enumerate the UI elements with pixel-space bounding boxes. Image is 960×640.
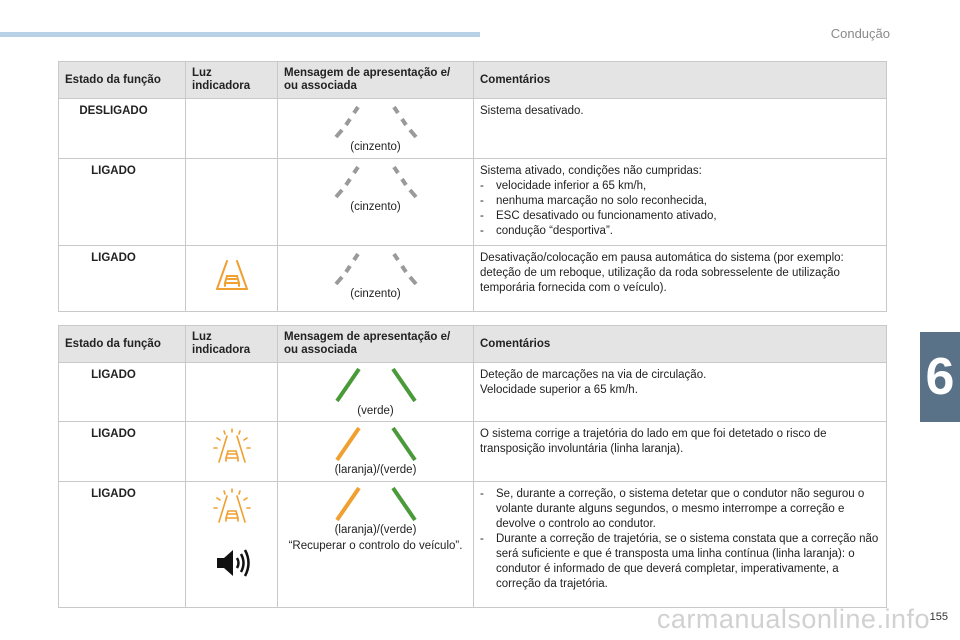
state-cell: DESLIGADO bbox=[59, 99, 186, 159]
comment-list bbox=[480, 487, 880, 592]
lane-color-caption: (cinzento) bbox=[350, 288, 401, 300]
list-item: - condução “desportiva”. bbox=[480, 224, 880, 239]
table-row bbox=[59, 99, 887, 159]
lane-status-table-2 bbox=[58, 325, 887, 608]
condition-list bbox=[480, 179, 880, 239]
light-cell bbox=[186, 99, 278, 159]
state-cell: LIGADO bbox=[59, 159, 186, 246]
comment-line: Velocidade superior a 65 km/h. bbox=[480, 384, 638, 396]
grey-lanes-icon bbox=[326, 250, 426, 286]
comment-cell: O sistema corrige a trajetória do lado em que foi detetado o risco de transposição involuntária (linha laranja). bbox=[474, 422, 887, 482]
message-cell bbox=[278, 482, 474, 608]
comment-intro: Sistema ativado, condições não cumpridas: bbox=[480, 165, 702, 177]
associated-message: “Recuperar o controlo do veículo”. bbox=[288, 540, 463, 552]
lane-color-caption: (laranja)/(verde) bbox=[334, 464, 417, 476]
light-cell bbox=[186, 159, 278, 246]
lane-color-caption: (laranja)/(verde) bbox=[334, 524, 417, 536]
table-header-row bbox=[59, 326, 887, 363]
state-cell: LIGADO bbox=[59, 363, 186, 422]
orange-green-lanes-icon bbox=[326, 426, 426, 462]
list-item: - velocidade inferior a 65 km/h, bbox=[480, 179, 880, 194]
col-header-light: Luz indicadora bbox=[186, 62, 278, 99]
table-row bbox=[59, 363, 887, 422]
lane-status-table-1 bbox=[58, 61, 887, 312]
col-header-state: Estado da função bbox=[59, 326, 186, 363]
comment-cell: Desativação/colocação em pausa automática do sistema (por exemplo: deteção de um reboque, utilização da roda sobresselente de utilização temporária fornecida com o veículo). bbox=[474, 246, 887, 312]
message-cell bbox=[278, 159, 474, 246]
table-header-row bbox=[59, 62, 887, 99]
col-header-comments: Comentários bbox=[474, 62, 887, 99]
speaker-icon bbox=[214, 548, 250, 578]
green-lanes-icon bbox=[326, 367, 426, 403]
lane-color-caption: (verde) bbox=[357, 405, 394, 417]
page-number: 155 bbox=[929, 611, 948, 623]
table-row bbox=[59, 482, 887, 608]
message-cell bbox=[278, 246, 474, 312]
orange-lane-warning-icon bbox=[214, 258, 250, 292]
lane-color-caption: (cinzento) bbox=[350, 201, 401, 213]
light-cell bbox=[186, 246, 278, 312]
watermark: carmanualsonline.info bbox=[656, 604, 930, 634]
orange-lane-active-icon bbox=[212, 488, 252, 528]
light-cell bbox=[186, 482, 278, 608]
state-cell: LIGADO bbox=[59, 246, 186, 312]
state-cell: LIGADO bbox=[59, 482, 186, 608]
comment-cell bbox=[474, 363, 887, 422]
grey-lanes-icon bbox=[326, 163, 426, 199]
list-item: - ESC desativado ou funcionamento ativado, bbox=[480, 209, 880, 224]
comment-cell bbox=[474, 482, 887, 608]
list-item: - Se, durante a correção, o sistema detetar que o condutor não segurou o volante durante alguns segundos, o mesmo interrompe a correção e devolve o controlo ao condutor. bbox=[480, 487, 880, 532]
list-item: - Durante a correção de trajetória, se o sistema constata que a correção não será suficiente e que é transposta uma linha contínua (linha laranja): o condutor é informado de que deverá completar, imperativamente, a correção da trajetória. bbox=[480, 532, 880, 592]
comment-cell bbox=[474, 159, 887, 246]
grey-lanes-icon bbox=[326, 103, 426, 139]
col-header-light: Luz indicadora bbox=[186, 326, 278, 363]
list-item: - nenhuma marcação no solo reconhecida, bbox=[480, 194, 880, 209]
comment-line: Deteção de marcações na via de circulação. bbox=[480, 369, 707, 381]
orange-lane-active-icon bbox=[212, 428, 252, 468]
orange-green-lanes-icon bbox=[326, 486, 426, 522]
chapter-tab: 6 bbox=[920, 332, 960, 422]
col-header-message: Mensagem de apresentação e/ ou associada bbox=[278, 62, 474, 99]
light-cell bbox=[186, 422, 278, 482]
section-title: Condução bbox=[830, 26, 890, 41]
col-header-state: Estado da função bbox=[59, 62, 186, 99]
table-row bbox=[59, 422, 887, 482]
table-row bbox=[59, 159, 887, 246]
table-row bbox=[59, 246, 887, 312]
message-cell bbox=[278, 363, 474, 422]
message-cell bbox=[278, 99, 474, 159]
lane-color-caption: (cinzento) bbox=[350, 141, 401, 153]
light-cell bbox=[186, 363, 278, 422]
message-cell bbox=[278, 422, 474, 482]
state-cell: LIGADO bbox=[59, 422, 186, 482]
col-header-comments: Comentários bbox=[474, 326, 887, 363]
col-header-message: Mensagem de apresentação e/ ou associada bbox=[278, 326, 474, 363]
top-accent-bar bbox=[0, 32, 480, 37]
comment-cell: Sistema desativado. bbox=[474, 99, 887, 159]
